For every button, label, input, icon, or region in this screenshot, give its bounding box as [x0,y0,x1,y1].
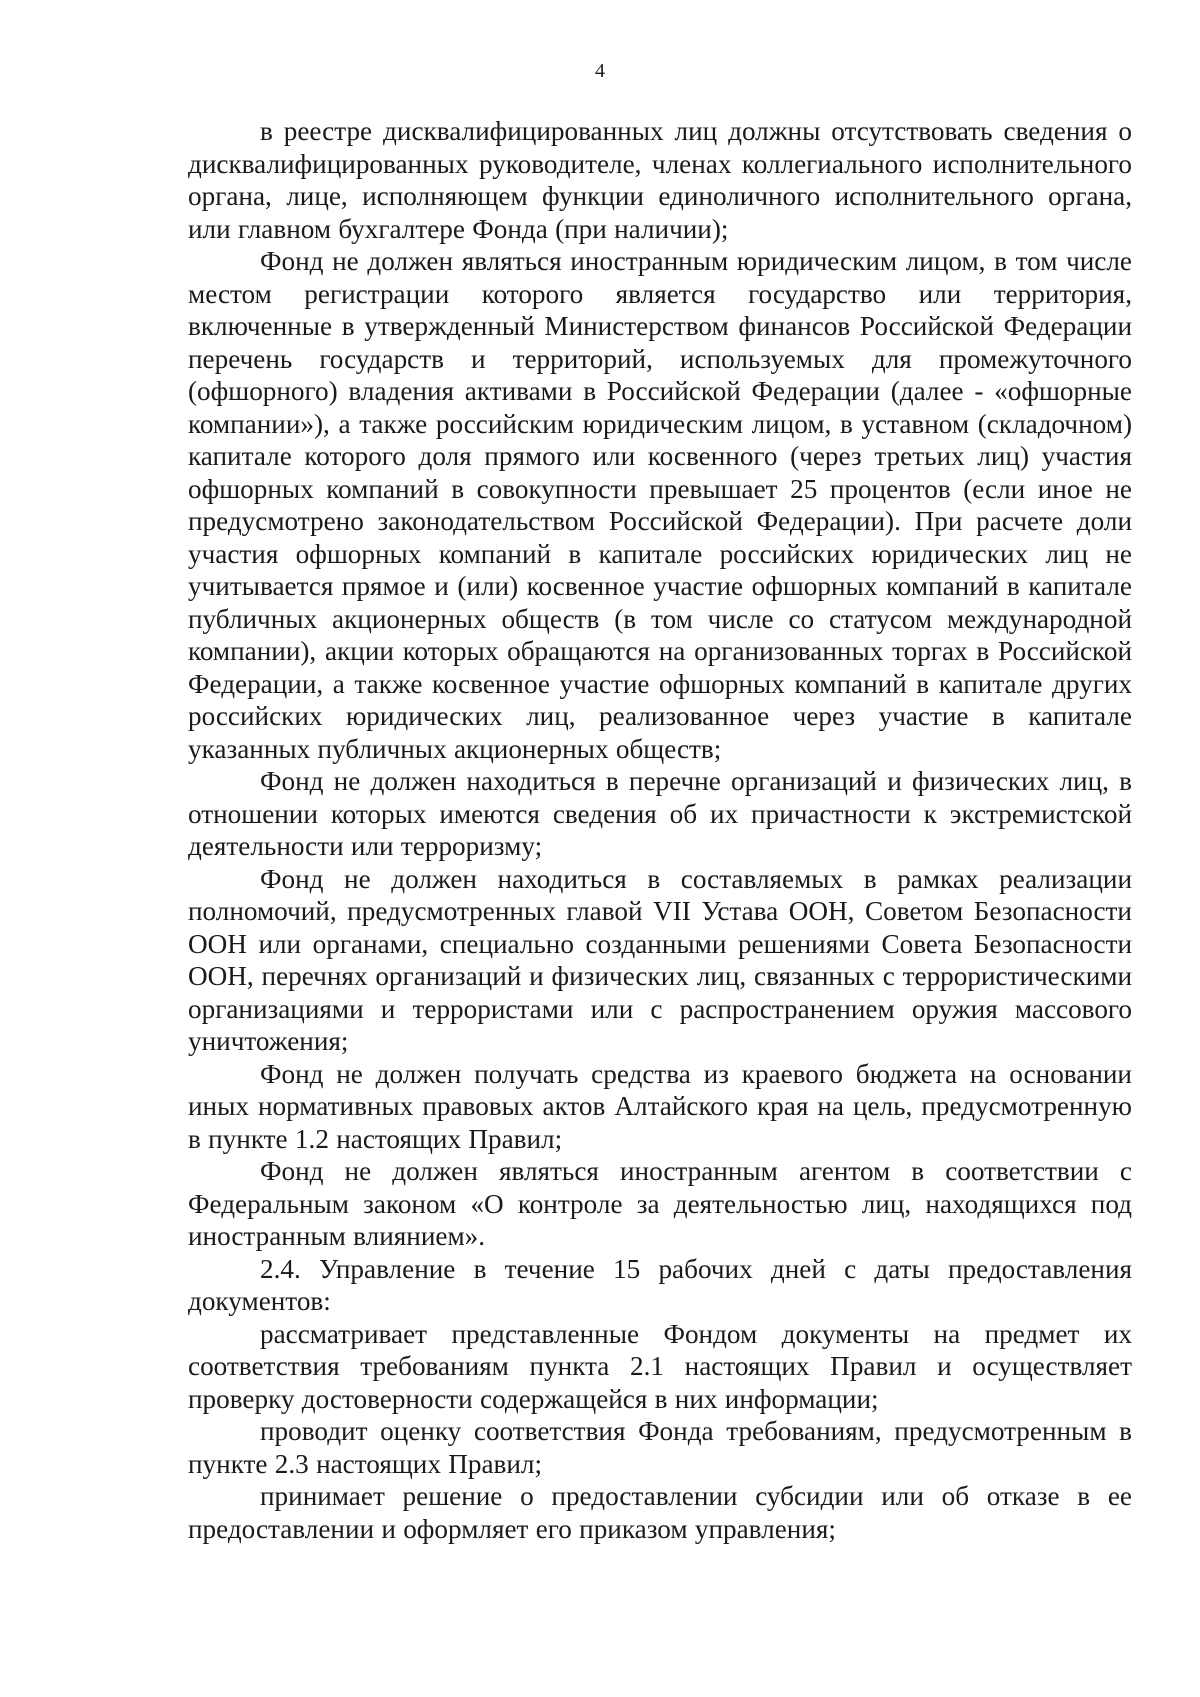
page-number: 4 [595,60,605,82]
paragraph-decision: принимает решение о предоставлении субсидии или об отказе в ее предоставлении и оформляет его приказом управления; [188,1481,1132,1544]
paragraph-budget-funds: Фонд не должен получать средства из краевого бюджета на основании иных нормативных правовых актов Алтайского края на цель, предусмотренную в пункте 1.2 настоящих Правил; [188,1058,1132,1154]
document-body [188,115,1132,1545]
paragraph-disqualified-registry: в реестре дисквалифицированных лиц должны отсутствовать сведения о дисквалифицированных руководителе, членах коллегиального исполнительного органа, лице, исполняющем функции единоличного исполнительного органа, или главном бухгалтере Фонда (при наличии); [188,116,1132,244]
paragraph-review-documents: рассматривает представленные Фондом документы на предмет их соответствия требованиям пункта 2.1 настоящих Правил и осуществляет проверку достоверности содержащейся в них информации; [188,1318,1132,1414]
paragraph-un-sanctions: Фонд не должен находиться в составляемых в рамках реализации полномочий, предусмотренных главой VII Устава ООН, Советом Безопасности ООН или органами, специально созданными решениями Совета Безопасности ООН, перечнях организаций и физических лиц, связанных с террористическими организациями и террористами или с распространением оружия массового уничтожения; [188,863,1132,1056]
paragraph-extremist-list: Фонд не должен находиться в перечне организаций и физических лиц, в отношении которых имеются сведения об их причастности к экстремистской деятельности или терроризму; [188,766,1132,861]
paragraph-foreign-entity: Фонд не должен являться иностранным юридическим лицом, в том числе местом регистрации которого является государство или территория, включенные в утвержденный Министерством финансов Российской Федерации перечень государств и территорий, используемых для промежуточного (офшорного) владения активами в Российской Федерации (далее - «офшорные компании»), а также российским юридическим лицом, в уставном (складочном) капитале которого доля прямого или косвенного (через третьих лиц) участия офшорных компаний в совокупности превышает 25 процентов (если иное не предусмотрено законодательством Российской Федерации). При расчете доли участия офшорных компаний в капитале российских юридических лиц не учитывается прямое и (или) косвенное участие офшорных компаний в капитале публичных акционерных обществ (в том числе со статусом международной компании), акции которых обращаются на организованных торгах в Российской Федерации, а также косвенное участие офшорных компаний в капитале других российских юридических лиц, реализованное через участие в капитале указанных публичных акционерных обществ; [188,246,1132,764]
paragraph-assess-compliance: проводит оценку соответствия Фонда требованиям, предусмотренным в пункте 2.3 настоящих Правил; [188,1416,1132,1479]
paragraph-foreign-agent: Фонд не должен являться иностранным агентом в соответствии с Федеральным законом «О контроле за деятельностью лиц, находящихся под иностранным влиянием». [188,1156,1132,1251]
paragraph-clause-2-4: 2.4. Управление в течение 15 рабочих дней с даты предоставления документов: [188,1253,1132,1316]
